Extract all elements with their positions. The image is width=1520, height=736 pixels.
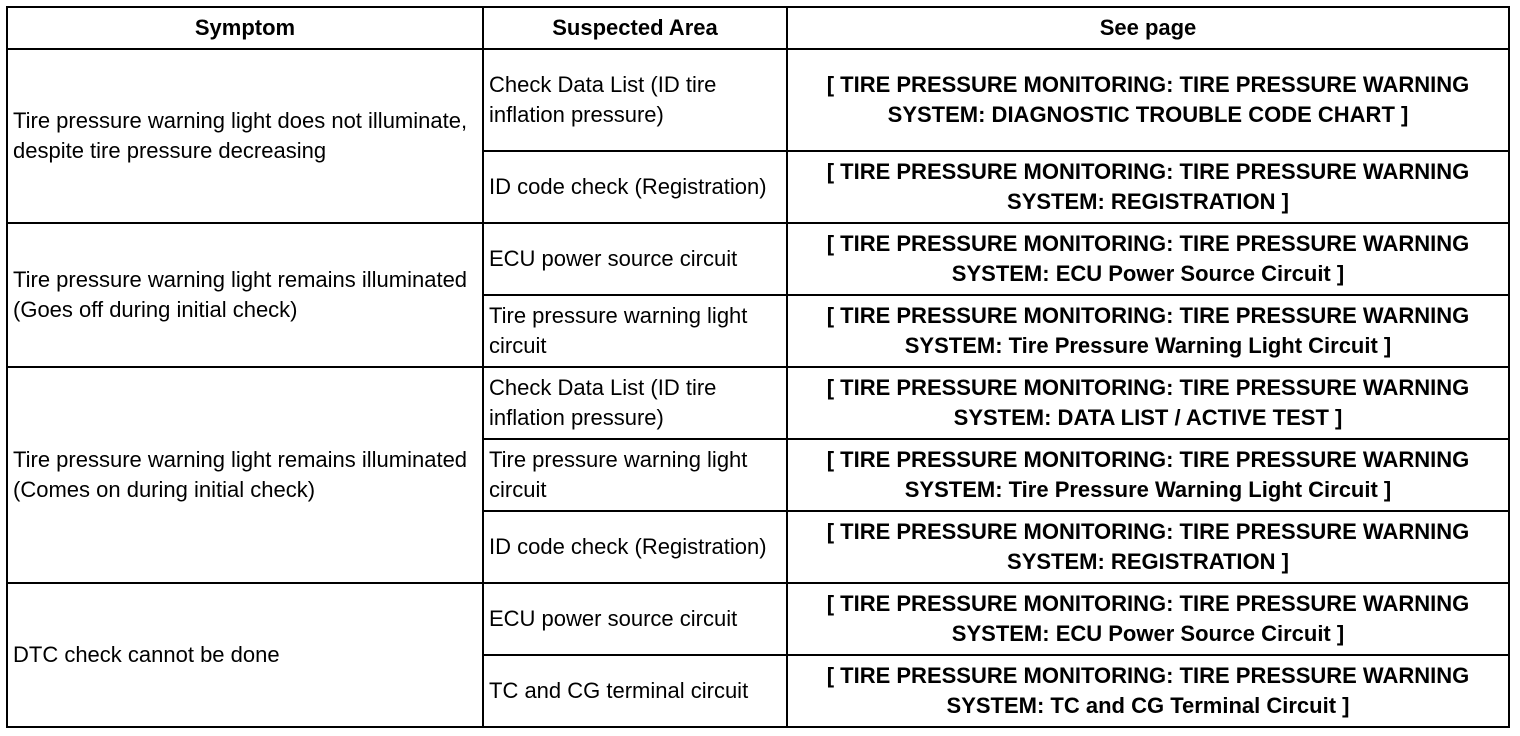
table-row xyxy=(7,583,1509,655)
suspected-area-cell: ECU power source circuit xyxy=(483,583,787,655)
see-page-link[interactable]: [ TIRE PRESSURE MONITORING: TIRE PRESSURE WARNING SYSTEM: REGISTRATION ] xyxy=(787,511,1509,583)
symptom-table xyxy=(6,6,1510,728)
suspected-area-cell: Check Data List (ID tire inflation pressure) xyxy=(483,367,787,439)
see-page-link[interactable]: [ TIRE PRESSURE MONITORING: TIRE PRESSURE WARNING SYSTEM: ECU Power Source Circuit ] xyxy=(787,583,1509,655)
header-suspected-area: Suspected Area xyxy=(483,7,787,49)
see-page-link[interactable]: [ TIRE PRESSURE MONITORING: TIRE PRESSURE WARNING SYSTEM: Tire Pressure Warning Light Circuit ] xyxy=(787,295,1509,367)
suspected-area-cell: Tire pressure warning light circuit xyxy=(483,439,787,511)
header-row xyxy=(7,7,1509,49)
suspected-area-cell: ID code check (Registration) xyxy=(483,151,787,223)
suspected-area-cell: TC and CG terminal circuit xyxy=(483,655,787,727)
symptom-cell: DTC check cannot be done xyxy=(7,583,483,727)
symptom-cell: Tire pressure warning light remains illuminated (Comes on during initial check) xyxy=(7,367,483,583)
see-page-link[interactable]: [ TIRE PRESSURE MONITORING: TIRE PRESSURE WARNING SYSTEM: TC and CG Terminal Circuit ] xyxy=(787,655,1509,727)
table-row xyxy=(7,49,1509,151)
see-page-link[interactable]: [ TIRE PRESSURE MONITORING: TIRE PRESSURE WARNING SYSTEM: DIAGNOSTIC TROUBLE CODE CHART ] xyxy=(787,49,1509,151)
header-symptom: Symptom xyxy=(7,7,483,49)
see-page-link[interactable]: [ TIRE PRESSURE MONITORING: TIRE PRESSURE WARNING SYSTEM: Tire Pressure Warning Light Circuit ] xyxy=(787,439,1509,511)
suspected-area-cell: Tire pressure warning light circuit xyxy=(483,295,787,367)
header-see-page: See page xyxy=(787,7,1509,49)
suspected-area-cell: ID code check (Registration) xyxy=(483,511,787,583)
see-page-link[interactable]: [ TIRE PRESSURE MONITORING: TIRE PRESSURE WARNING SYSTEM: ECU Power Source Circuit ] xyxy=(787,223,1509,295)
table-row xyxy=(7,367,1509,439)
symptom-cell: Tire pressure warning light does not illuminate, despite tire pressure decreasing xyxy=(7,49,483,223)
suspected-area-cell: ECU power source circuit xyxy=(483,223,787,295)
table-row xyxy=(7,223,1509,295)
see-page-link[interactable]: [ TIRE PRESSURE MONITORING: TIRE PRESSURE WARNING SYSTEM: DATA LIST / ACTIVE TEST ] xyxy=(787,367,1509,439)
symptom-cell: Tire pressure warning light remains illuminated (Goes off during initial check) xyxy=(7,223,483,367)
suspected-area-cell: Check Data List (ID tire inflation pressure) xyxy=(483,49,787,151)
see-page-link[interactable]: [ TIRE PRESSURE MONITORING: TIRE PRESSURE WARNING SYSTEM: REGISTRATION ] xyxy=(787,151,1509,223)
